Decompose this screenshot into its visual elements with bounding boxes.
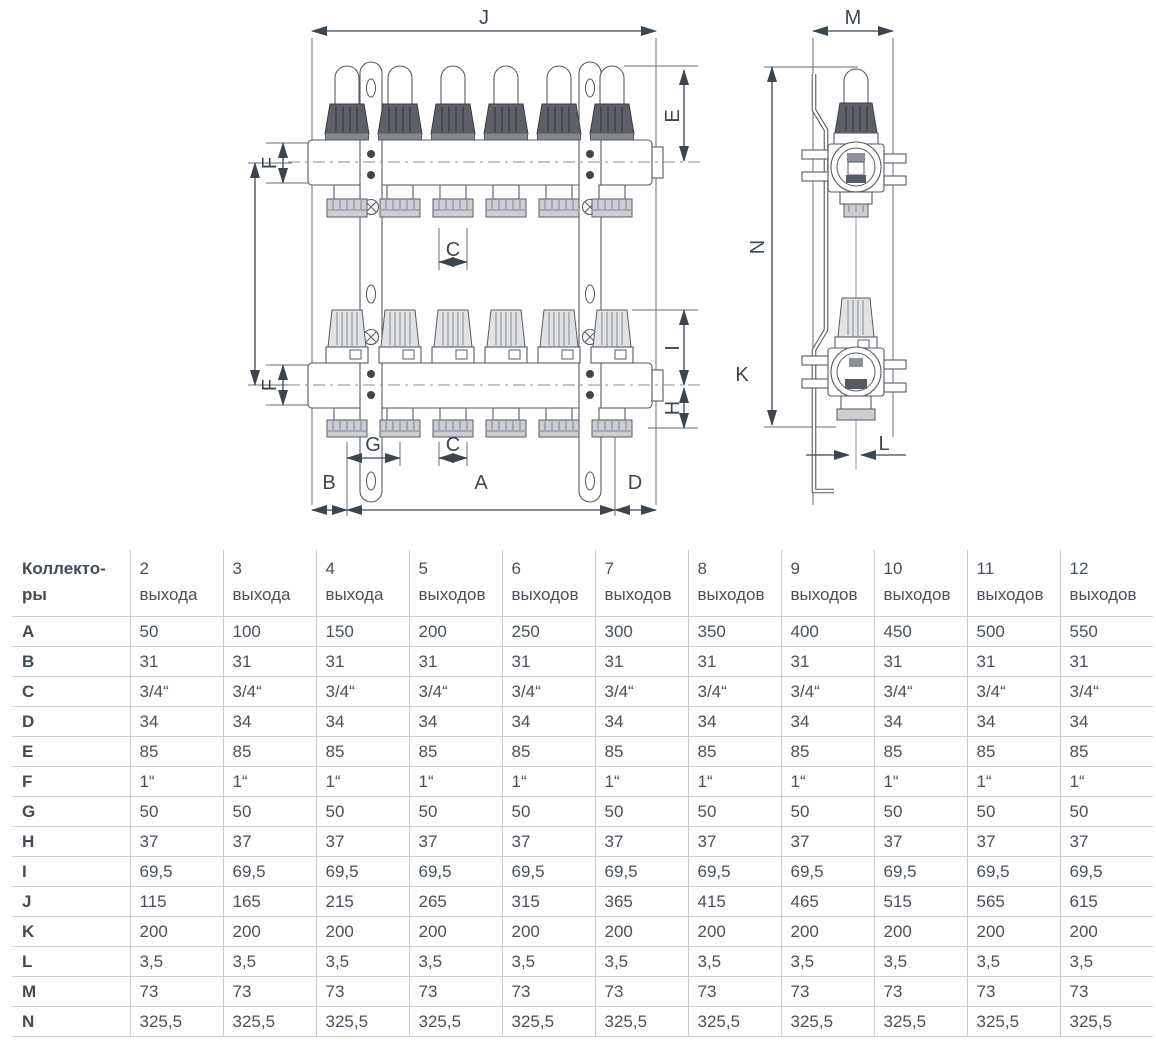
value-cell: 325,5	[223, 1007, 316, 1037]
column-header: 12 выходов	[1060, 550, 1153, 617]
value-cell: 115	[130, 887, 223, 917]
value-cell: 265	[409, 887, 502, 917]
value-cell: 200	[316, 917, 409, 947]
value-cell: 200	[502, 917, 595, 947]
value-cell: 50	[223, 797, 316, 827]
dim-label-j: J	[479, 7, 489, 29]
dim-label-b: B	[322, 472, 336, 494]
value-cell: 31	[130, 647, 223, 677]
value-cell: 250	[502, 617, 595, 647]
value-cell: 37	[223, 827, 316, 857]
table-header	[12, 550, 1153, 617]
value-cell: 1“	[130, 767, 223, 797]
value-cell: 37	[874, 827, 967, 857]
value-cell: 73	[688, 977, 781, 1007]
column-header: 4 выхода	[316, 550, 409, 617]
dim-label-m: M	[844, 7, 862, 29]
row-label: K	[12, 917, 130, 947]
table-row	[12, 947, 1153, 977]
dim-label-i: I	[662, 345, 684, 351]
value-cell: 73	[967, 977, 1060, 1007]
value-cell: 31	[781, 647, 874, 677]
value-cell: 1“	[1060, 767, 1153, 797]
value-cell: 37	[781, 827, 874, 857]
value-cell: 365	[595, 887, 688, 917]
value-cell: 85	[688, 737, 781, 767]
value-cell: 300	[595, 617, 688, 647]
value-cell: 3/4“	[409, 677, 502, 707]
table-row	[12, 917, 1153, 947]
value-cell: 3,5	[1060, 947, 1153, 977]
value-cell: 325,5	[409, 1007, 502, 1037]
dim-label-a: A	[474, 472, 488, 494]
row-label: A	[12, 617, 130, 647]
value-cell: 34	[1060, 707, 1153, 737]
value-cell: 34	[688, 707, 781, 737]
row-label: G	[12, 797, 130, 827]
table-row	[12, 767, 1153, 797]
dim-label-d: D	[627, 472, 643, 494]
value-cell: 50	[688, 797, 781, 827]
value-cell: 69,5	[688, 857, 781, 887]
row-label: N	[12, 1007, 130, 1037]
value-cell: 165	[223, 887, 316, 917]
value-cell: 37	[502, 827, 595, 857]
row-label: D	[12, 707, 130, 737]
value-cell: 415	[688, 887, 781, 917]
value-cell: 73	[130, 977, 223, 1007]
value-cell: 1“	[223, 767, 316, 797]
dimensions-table-wrap	[12, 550, 1154, 1037]
value-cell: 1“	[409, 767, 502, 797]
value-cell: 31	[409, 647, 502, 677]
value-cell: 3,5	[316, 947, 409, 977]
value-cell: 31	[967, 647, 1060, 677]
value-cell: 3/4“	[316, 677, 409, 707]
row-label: I	[12, 857, 130, 887]
table-corner-header: Коллекто- ры	[12, 550, 130, 617]
dim-label-g: G	[365, 434, 381, 456]
value-cell: 200	[874, 917, 967, 947]
value-cell: 1“	[967, 767, 1060, 797]
row-label: E	[12, 737, 130, 767]
value-cell: 50	[874, 797, 967, 827]
value-cell: 50	[316, 797, 409, 827]
value-cell: 325,5	[781, 1007, 874, 1037]
value-cell: 85	[781, 737, 874, 767]
value-cell: 3/4“	[223, 677, 316, 707]
value-cell: 37	[409, 827, 502, 857]
value-cell: 85	[502, 737, 595, 767]
value-cell: 73	[874, 977, 967, 1007]
table-row	[12, 857, 1153, 887]
value-cell: 565	[967, 887, 1060, 917]
value-cell: 325,5	[874, 1007, 967, 1037]
value-cell: 200	[688, 917, 781, 947]
value-cell: 34	[967, 707, 1060, 737]
value-cell: 325,5	[130, 1007, 223, 1037]
value-cell: 50	[130, 617, 223, 647]
dim-label-h: H	[662, 400, 684, 416]
value-cell: 34	[316, 707, 409, 737]
dim-label-e: E	[662, 109, 684, 123]
value-cell: 1“	[595, 767, 688, 797]
value-cell: 200	[223, 917, 316, 947]
value-cell: 69,5	[595, 857, 688, 887]
value-cell: 450	[874, 617, 967, 647]
value-cell: 1“	[781, 767, 874, 797]
value-cell: 200	[781, 917, 874, 947]
value-cell: 37	[1060, 827, 1153, 857]
dim-label-n: N	[747, 239, 769, 255]
value-cell: 85	[1060, 737, 1153, 767]
table-row	[12, 797, 1153, 827]
value-cell: 50	[1060, 797, 1153, 827]
value-cell: 73	[1060, 977, 1153, 1007]
value-cell: 3/4“	[967, 677, 1060, 707]
value-cell: 34	[874, 707, 967, 737]
row-label: J	[12, 887, 130, 917]
value-cell: 31	[595, 647, 688, 677]
row-label: B	[12, 647, 130, 677]
value-cell: 3,5	[781, 947, 874, 977]
value-cell: 37	[688, 827, 781, 857]
value-cell: 200	[130, 917, 223, 947]
value-cell: 3,5	[688, 947, 781, 977]
value-cell: 69,5	[1060, 857, 1153, 887]
value-cell: 200	[409, 617, 502, 647]
value-cell: 34	[502, 707, 595, 737]
table-row	[12, 617, 1153, 647]
value-cell: 69,5	[781, 857, 874, 887]
value-cell: 34	[223, 707, 316, 737]
value-cell: 73	[502, 977, 595, 1007]
row-label: F	[12, 767, 130, 797]
value-cell: 3,5	[223, 947, 316, 977]
column-header: 7 выходов	[595, 550, 688, 617]
value-cell: 85	[967, 737, 1060, 767]
value-cell: 325,5	[967, 1007, 1060, 1037]
front-view	[248, 7, 700, 516]
value-cell: 31	[502, 647, 595, 677]
column-header: 2 выхода	[130, 550, 223, 617]
value-cell: 50	[967, 797, 1060, 827]
value-cell: 31	[316, 647, 409, 677]
value-cell: 3,5	[409, 947, 502, 977]
value-cell: 31	[223, 647, 316, 677]
row-label: L	[12, 947, 130, 977]
value-cell: 73	[316, 977, 409, 1007]
value-cell: 3/4“	[130, 677, 223, 707]
value-cell: 1“	[688, 767, 781, 797]
value-cell: 3,5	[967, 947, 1060, 977]
value-cell: 3/4“	[688, 677, 781, 707]
dim-label-k: K	[735, 364, 749, 386]
value-cell: 215	[316, 887, 409, 917]
dim-label-c-top: C	[445, 239, 461, 261]
value-cell: 615	[1060, 887, 1153, 917]
table-body	[12, 617, 1153, 1037]
table-row	[12, 977, 1153, 1007]
value-cell: 515	[874, 887, 967, 917]
value-cell: 3,5	[502, 947, 595, 977]
value-cell: 3,5	[874, 947, 967, 977]
value-cell: 325,5	[1060, 1007, 1153, 1037]
value-cell: 69,5	[967, 857, 1060, 887]
value-cell: 200	[409, 917, 502, 947]
value-cell: 85	[874, 737, 967, 767]
value-cell: 85	[316, 737, 409, 767]
value-cell: 3,5	[595, 947, 688, 977]
dim-label-f-top: F	[259, 156, 281, 170]
value-cell: 69,5	[130, 857, 223, 887]
value-cell: 550	[1060, 617, 1153, 647]
value-cell: 37	[130, 827, 223, 857]
value-cell: 69,5	[502, 857, 595, 887]
value-cell: 34	[595, 707, 688, 737]
column-header: 11 выходов	[967, 550, 1060, 617]
value-cell: 85	[130, 737, 223, 767]
column-header: 3 выхода	[223, 550, 316, 617]
value-cell: 37	[316, 827, 409, 857]
value-cell: 315	[502, 887, 595, 917]
value-cell: 400	[781, 617, 874, 647]
value-cell: 3/4“	[595, 677, 688, 707]
value-cell: 1“	[874, 767, 967, 797]
value-cell: 200	[595, 917, 688, 947]
value-cell: 34	[409, 707, 502, 737]
value-cell: 73	[595, 977, 688, 1007]
value-cell: 73	[409, 977, 502, 1007]
value-cell: 34	[130, 707, 223, 737]
table-row	[12, 827, 1153, 857]
column-header: 9 выходов	[781, 550, 874, 617]
value-cell: 69,5	[409, 857, 502, 887]
value-cell: 325,5	[316, 1007, 409, 1037]
value-cell: 3,5	[130, 947, 223, 977]
value-cell: 100	[223, 617, 316, 647]
value-cell: 3/4“	[874, 677, 967, 707]
row-label: M	[12, 977, 130, 1007]
value-cell: 50	[130, 797, 223, 827]
value-cell: 325,5	[688, 1007, 781, 1037]
value-cell: 325,5	[595, 1007, 688, 1037]
value-cell: 3/4“	[502, 677, 595, 707]
column-header: 5 выходов	[409, 550, 502, 617]
value-cell: 465	[781, 887, 874, 917]
row-label: H	[12, 827, 130, 857]
value-cell: 34	[781, 707, 874, 737]
value-cell: 69,5	[223, 857, 316, 887]
value-cell: 150	[316, 617, 409, 647]
value-cell: 350	[688, 617, 781, 647]
value-cell: 50	[409, 797, 502, 827]
value-cell: 50	[595, 797, 688, 827]
table-row	[12, 647, 1153, 677]
value-cell: 500	[967, 617, 1060, 647]
value-cell: 325,5	[502, 1007, 595, 1037]
value-cell: 73	[223, 977, 316, 1007]
value-cell: 31	[688, 647, 781, 677]
table-row	[12, 707, 1153, 737]
table-row	[12, 1007, 1153, 1037]
value-cell: 37	[595, 827, 688, 857]
column-header: 10 выходов	[874, 550, 967, 617]
dim-label-f-bottom: F	[259, 378, 281, 392]
value-cell: 31	[874, 647, 967, 677]
column-header: 6 выходов	[502, 550, 595, 617]
table-row	[12, 887, 1153, 917]
dimensions-table	[12, 550, 1153, 1037]
value-cell: 50	[781, 797, 874, 827]
value-cell: 37	[967, 827, 1060, 857]
value-cell: 50	[502, 797, 595, 827]
value-cell: 3/4“	[781, 677, 874, 707]
table-row	[12, 737, 1153, 767]
value-cell: 200	[967, 917, 1060, 947]
column-header: 8 выходов	[688, 550, 781, 617]
value-cell: 1“	[502, 767, 595, 797]
value-cell: 31	[1060, 647, 1153, 677]
value-cell: 85	[409, 737, 502, 767]
value-cell: 200	[1060, 917, 1153, 947]
table-row	[12, 677, 1153, 707]
value-cell: 73	[781, 977, 874, 1007]
dim-label-l: L	[878, 433, 890, 455]
value-cell: 1“	[316, 767, 409, 797]
side-view	[735, 7, 906, 505]
dim-label-c-bottom: C	[445, 434, 461, 456]
value-cell: 69,5	[874, 857, 967, 887]
value-cell: 85	[223, 737, 316, 767]
value-cell: 69,5	[316, 857, 409, 887]
row-label: C	[12, 677, 130, 707]
value-cell: 3/4“	[1060, 677, 1153, 707]
value-cell: 85	[595, 737, 688, 767]
